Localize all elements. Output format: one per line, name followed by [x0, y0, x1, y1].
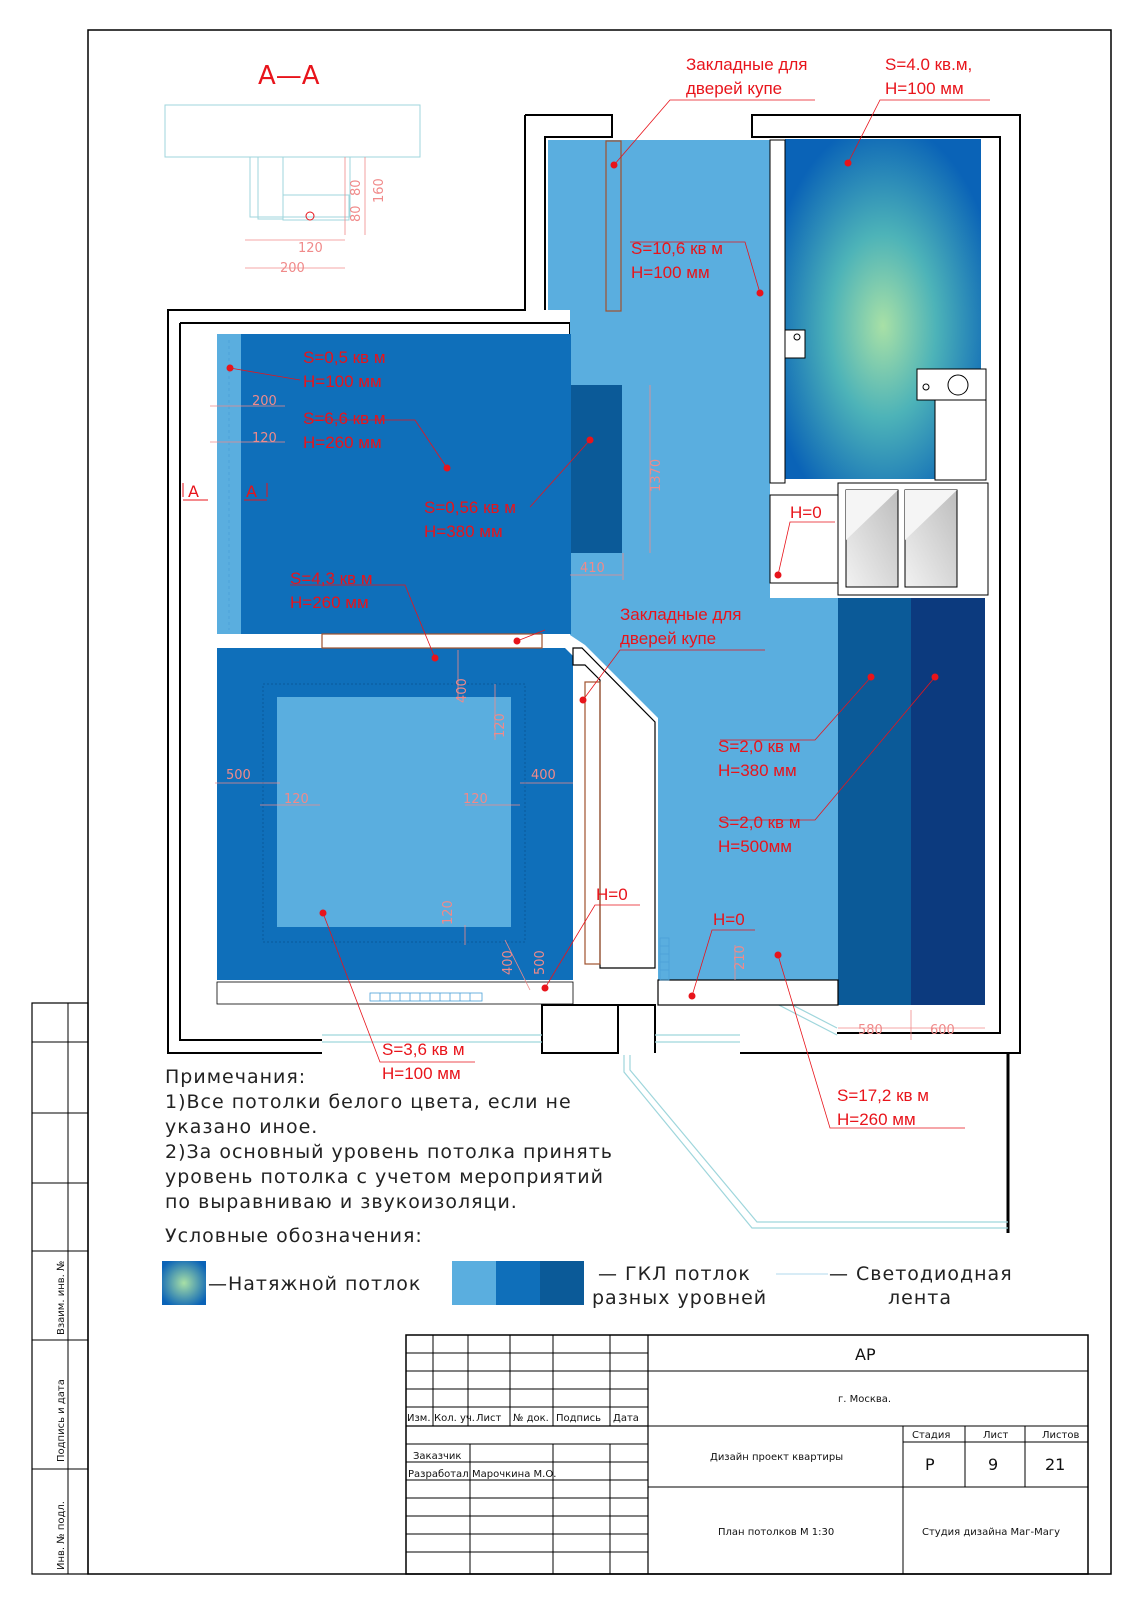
dim-410: 410	[580, 561, 605, 576]
label-s36-line2: H=100 мм	[382, 1064, 461, 1083]
section-dim-2: 80	[349, 205, 364, 222]
tb-header-izm: Изм.	[407, 1413, 431, 1424]
notes-line-3: 2)За основный уровень потолка принять	[165, 1141, 613, 1163]
dim-120c: 120	[284, 792, 309, 807]
side-stamp-cell-1: Взаим. инв. №	[56, 1260, 67, 1335]
section-title: А—А	[258, 61, 320, 91]
tb-stage-header: Стадия	[912, 1430, 951, 1441]
label-s20a-line2: H=380 мм	[718, 761, 797, 780]
dim-120d: 120	[463, 792, 488, 807]
section-dim-3: 160	[372, 178, 387, 203]
tb-sheet-header: Лист	[983, 1430, 1009, 1441]
zone-room-1	[217, 334, 571, 634]
zone-room-2-center	[277, 697, 511, 927]
label-s40-line1: S=4.0 кв.м,	[885, 55, 973, 74]
dim-600: 600	[930, 1023, 955, 1038]
tb-header-doc: № док.	[513, 1413, 549, 1424]
label-h0-b: H=0	[596, 885, 628, 904]
tb-stage: Р	[925, 1455, 935, 1474]
section-dim-4: 120	[298, 241, 323, 256]
label-s20b-line2: H=500мм	[718, 837, 792, 856]
cut-marker-left: А	[188, 482, 199, 501]
legend-led-line1: — Светодиодная	[829, 1263, 1013, 1285]
label-h0-a: H=0	[790, 503, 822, 522]
label-s43-line2: H=260 мм	[290, 593, 369, 612]
label-s106-line1: S=10,6 кв м	[631, 239, 723, 258]
label-s056-line1: S=0,56 кв м	[424, 498, 516, 517]
tb-code: АР	[855, 1345, 876, 1364]
notes-line-5: по выравниваю и звукоизоляци.	[165, 1191, 518, 1213]
notes-line-2: указано иное.	[165, 1116, 319, 1138]
dim-580: 580	[858, 1023, 883, 1038]
legend-gkl-line1: — ГКЛ потлок	[598, 1263, 751, 1285]
zone-niche	[571, 385, 622, 553]
label-s66-line1: S=6,6 кв м	[303, 409, 386, 428]
dim-210: 210	[733, 945, 748, 970]
legend-gkl-swatch-2	[496, 1261, 540, 1305]
label-s43-line1: S=4,3 кв м	[290, 569, 373, 588]
notes-line-4: уровень потолка с учетом мероприятий	[165, 1166, 604, 1188]
label-s106-line2: H=100 мм	[631, 263, 710, 282]
legend-led-line2: лента	[888, 1287, 952, 1309]
label-zakladnye-2-line1: Закладные для	[620, 605, 742, 624]
tb-sheets-header: Листов	[1042, 1430, 1080, 1441]
label-s40-line2: H=100 мм	[885, 79, 964, 98]
label-zakladnye-2-line2: дверей купе	[620, 629, 717, 648]
legend	[162, 1261, 1013, 1309]
zone-wardrobe-2	[911, 598, 985, 1005]
zone-wardrobe-1	[838, 598, 911, 1005]
label-s20a-line1: S=2,0 кв м	[718, 737, 801, 756]
legend-gkl-line2: разных уровней	[592, 1287, 768, 1309]
label-s056-line2: H=380 мм	[424, 522, 503, 541]
side-stamp-cell-2: Подпись и дата	[56, 1379, 67, 1462]
side-stamp-cell-3: Инв. № подл.	[56, 1501, 67, 1570]
label-s172-line2: H=260 мм	[837, 1110, 916, 1129]
label-s05-line2: H=100 мм	[303, 372, 382, 391]
notes-line-1: 1)Все потолки белого цвета, если не	[165, 1091, 572, 1113]
tb-customer-label: Заказчик	[413, 1451, 462, 1462]
dim-120e: 120	[441, 900, 456, 925]
tb-header-sign: Подпись	[556, 1413, 601, 1424]
notes-title: Примечания:	[165, 1066, 307, 1088]
legend-gkl-swatch-3	[540, 1261, 584, 1305]
tb-sheet: 9	[988, 1455, 999, 1474]
section-dim-1: 80	[349, 179, 364, 196]
tb-header-date: Дата	[613, 1413, 639, 1424]
tb-developer: Марочкина М.О.	[472, 1469, 557, 1480]
dim-500: 500	[226, 768, 251, 783]
dim-120a: 120	[252, 431, 277, 446]
dim-500b: 500	[533, 950, 548, 975]
dim-400a: 400	[455, 678, 470, 703]
tb-sheet-title: План потолков М 1:30	[718, 1527, 835, 1538]
legend-stretch-swatch	[162, 1261, 206, 1305]
tb-project: Дизайн проект квартиры	[710, 1452, 844, 1463]
side-stamp	[32, 1003, 88, 1574]
label-s36-line1: S=3,6 кв м	[382, 1040, 465, 1059]
label-h0-c: H=0	[713, 910, 745, 929]
tb-sheets: 21	[1045, 1455, 1066, 1474]
legend-gkl-swatch-1	[452, 1261, 496, 1305]
label-zakladnye-1-line2: дверей купе	[686, 79, 783, 98]
dim-400b: 400	[531, 768, 556, 783]
cut-marker-right: А	[246, 482, 257, 501]
label-s05-line1: S=0,5 кв м	[303, 348, 386, 367]
label-s66-line2: H=260 мм	[303, 433, 382, 452]
dim-1370: 1370	[649, 458, 664, 492]
dim-120b: 120	[493, 713, 508, 738]
label-s20b-line1: S=2,0 кв м	[718, 813, 801, 832]
legend-stretch-label: —Натяжной потлок	[208, 1273, 422, 1295]
tb-city: г. Москва.	[838, 1394, 892, 1405]
tb-header-kol: Кол. уч.	[434, 1413, 475, 1424]
section-a-a	[165, 61, 420, 276]
tb-studio: Студия дизайна Маг-Магу	[922, 1527, 1061, 1538]
legend-title: Условные обозначения:	[165, 1225, 423, 1247]
label-s172-line1: S=17,2 кв м	[837, 1086, 929, 1105]
tb-developed-label: Разработал	[408, 1469, 469, 1480]
label-zakladnye-1-line1: Закладные для	[686, 55, 808, 74]
section-dim-5: 200	[280, 261, 305, 276]
dim-400c: 400	[501, 950, 516, 975]
tb-header-list: Лист	[476, 1413, 502, 1424]
notes	[165, 1066, 613, 1247]
dim-200: 200	[252, 394, 277, 409]
